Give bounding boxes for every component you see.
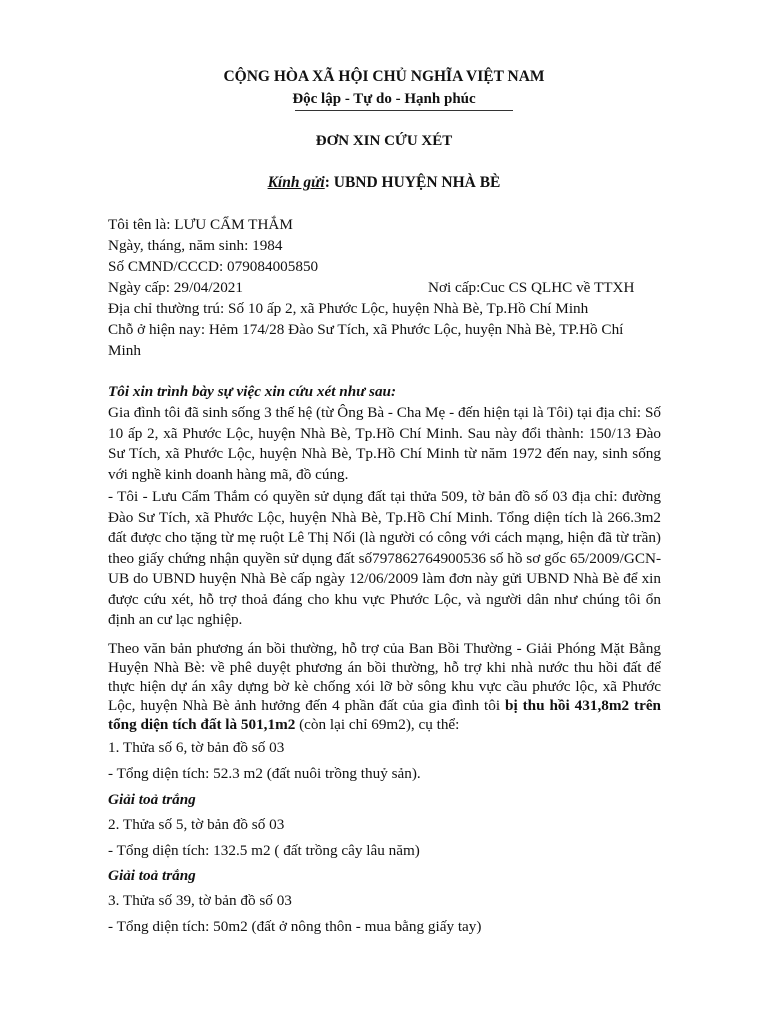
recipient-colon: : (324, 174, 330, 191)
parcel-2-title: 2. Thửa số 5, tờ bản đồ số 03 (108, 816, 285, 833)
compensation-text: Theo văn bản phương án bồi thường, hỗ trợ của Ban Bồi Thường - Giải Phóng Mặt Bằng Huyện Nhà Bè: về phê duyệt phương án bồi thường, hỗ trợ khi nhà nước thu hồi đất để thực hiện dự án xây dựng bờ kè chống xói lỡ bờ sông khu vực cầu phước lộc, xã Phước Lộc, huyện Nhà Bè ảnh hưởng đến 4 phần đất của gia đình tôi (108, 640, 661, 714)
parcel-2-status: Giải toả trắng (108, 867, 196, 884)
parcel-2-area: - Tổng diện tích: 132.5 m2 ( đất trồng cây lâu năm) (108, 842, 420, 859)
recipient-name: UBND HUYỆN NHÀ BÈ (329, 174, 501, 191)
paragraph-compensation-plan (108, 639, 661, 734)
permanent-address: Địa chỉ thường trú: Số 10 ấp 2, xã Phước Lộc, huyện Nhà Bè, Tp.Hồ Chí Minh (108, 300, 589, 317)
parcel-1-status: Giải toả trắng (108, 791, 196, 808)
parcel-3-title: 3. Thửa số 39, tờ bản đồ số 03 (108, 892, 292, 909)
compensation-highlight: bị thu hồi 431,8m2 trên tổng diện tích đất là 501,1m2 (108, 697, 662, 733)
recipient-line (0, 173, 768, 194)
document-title: ĐƠN XIN CỨU XÉT (315, 133, 453, 149)
applicant-name: Tôi tên là: LƯU CẨM THẮM (108, 216, 293, 233)
motto: Độc lập - Tự do - Hạnh phúc (292, 91, 476, 107)
id-issue-place: Nơi cấp:Cuc CS QLHC về TTXH (428, 279, 635, 296)
id-issue-date: Ngày cấp: 29/04/2021 (108, 279, 243, 296)
applicant-dob: Ngày, tháng, năm sinh: 1984 (108, 237, 283, 254)
parcel-1-area: - Tổng diện tích: 52.3 m2 (đất nuôi trồng thuỷ sản). (108, 765, 421, 782)
section-heading: Tôi xin trình bày sự việc xin cứu xét như sau: (108, 383, 397, 400)
parcel-1-title: 1. Thửa số 6, tờ bản đồ số 03 (108, 739, 285, 756)
applicant-id-number: Số CMND/CCCD: 079084005850 (108, 258, 319, 275)
parcel-3-area: - Tổng diện tích: 50m2 (đất ở nông thôn - mua bằng giấy tay) (108, 918, 482, 935)
current-address-line-1: Chỗ ở hiện nay: Hẻm 174/28 Đào Sư Tích, xã Phước Lộc, huyện Nhà Bè, TP.Hồ Chí (108, 321, 624, 338)
recipient-label: Kính gửi (267, 174, 325, 191)
current-address-line-2: Minh (108, 342, 141, 359)
compensation-remainder: (còn lại chỉ 69m2), cụ thể: (295, 716, 460, 733)
paragraph-land-ownership: - Tôi - Lưu Cẩm Thắm có quyền sử dụng đất tại thửa 509, tờ bản đồ số 03 địa chỉ: đường Đào Sư Tích, xã Phước Lộc, huyện Nhà Bè, Tp.Hồ Chí Minh. Tổng diện tích là 266.3m2 đất được cho tặng từ mẹ ruột Lê Thị Nối (là người có công với cách mạng, hiện đã từ trần) theo giấy chứng nhận quyền sử dụng đất số797862764900536 số hồ sơ gốc 65/2009/GCN-UB do UBND huyện Nhà Bè cấp ngày 12/06/2009 làm đơn này gửi UBND Nhà Bè để xin được cứu xét, hỗ trợ thoả đáng cho khu vực Phước Lộc, và người dân như chúng tôi ổn định an cư lạc nghiệp. (108, 488, 661, 628)
country-header: CỘNG HÒA XÃ HỘI CHỦ NGHĨA VIỆT NAM (223, 68, 545, 85)
motto-underline (295, 110, 513, 111)
paragraph-family-history: Gia đình tôi đã sinh sống 3 thế hệ (từ Ông Bà - Cha Mẹ - đến hiện tại là Tôi) tại địa chỉ: Số 10 ấp 2, xã Phước Lộc, huyện Nhà Bè, Tp.Hồ Chí Minh. Sau này đổi thành: 150/13 Đào Sư Tích, xã Phước Lộc, huyện Nhà Bè, Tp.Hồ Chí Minh từ năm 1972 đến nay, sinh sống với nghề kinh doanh hàng mã, đồ cúng. (108, 404, 661, 483)
